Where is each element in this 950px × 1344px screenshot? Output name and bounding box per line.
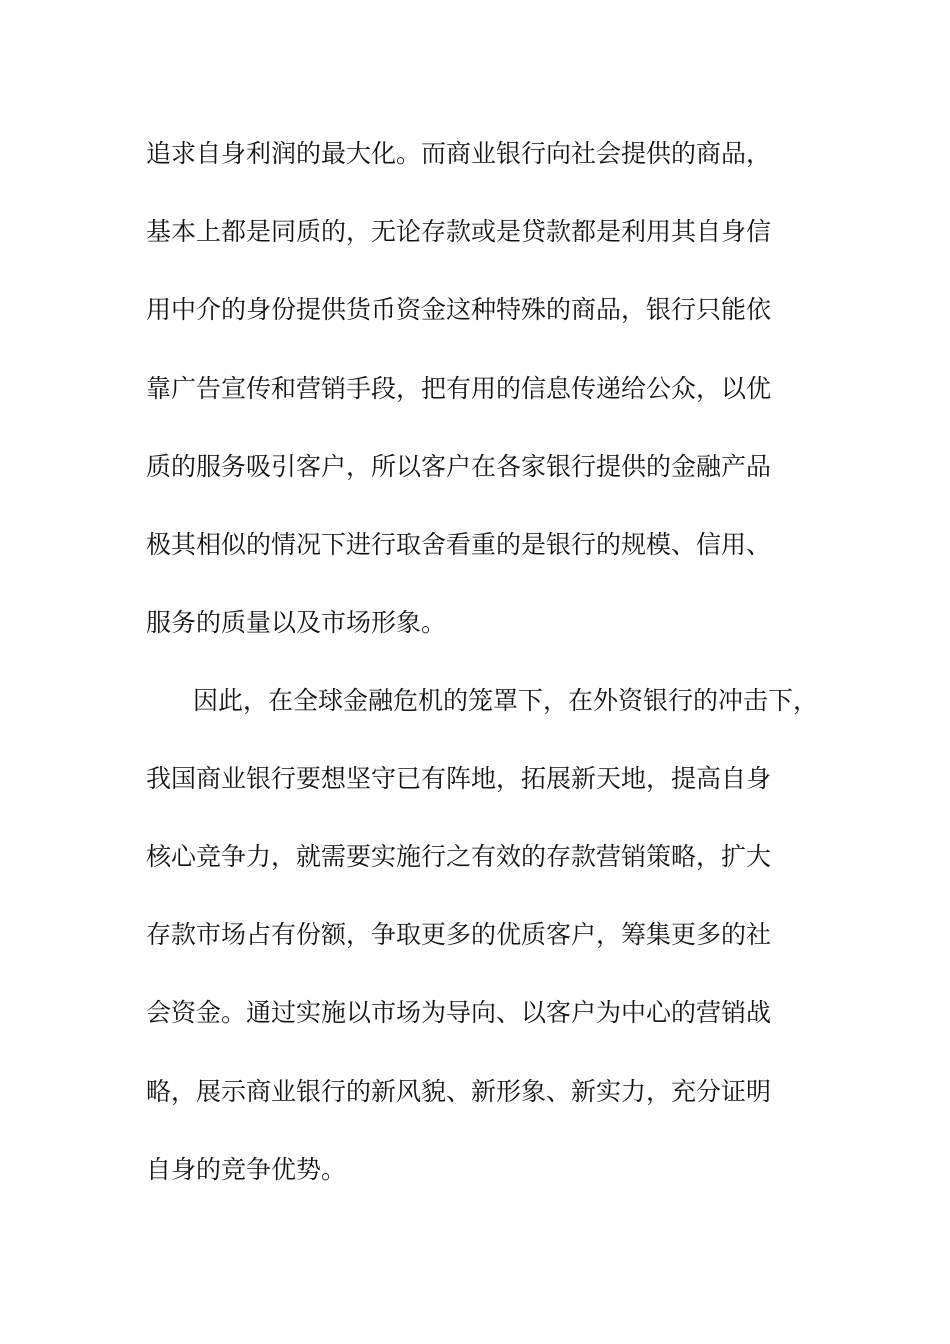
text-line: 靠广告宣传和营销手段，把有用的信息传递给公众，以优: [146, 374, 772, 403]
text-line: 核心竞争力，就需要实施行之有效的存款营销策略，扩大: [146, 842, 772, 871]
text-line: 用中介的身份提供货币资金这种特殊的商品，银行只能依: [146, 295, 772, 324]
text-line: 略，展示商业银行的新风貌、新形象、新实力，充分证明: [146, 1077, 772, 1106]
text-line: 因此，在全球金融危机的笼罩下，在外资银行的冲击下，: [193, 686, 819, 715]
text-line: 会资金。通过实施以市场为导向、以客户为中心的营销战: [146, 998, 772, 1027]
text-line: 基本上都是同质的，无论存款或是贷款都是利用其自身信: [146, 217, 772, 246]
text-line: 存款市场占有份额，争取更多的优质客户，筹集更多的社: [146, 920, 772, 949]
text-line: 我国商业银行要想坚守已有阵地，拓展新天地，提高自身: [146, 764, 772, 793]
text-line: 追求自身利润的最大化。而商业银行向社会提供的商品，: [146, 139, 772, 168]
text-line: 质的服务吸引客户，所以客户在各家银行提供的金融产品: [146, 452, 772, 481]
text-line: 自身的竞争优势。: [146, 1155, 347, 1184]
text-line: 极其相似的情况下进行取舍看重的是银行的规模、信用、: [146, 530, 772, 559]
text-line: 服务的质量以及市场形象。: [146, 608, 447, 637]
